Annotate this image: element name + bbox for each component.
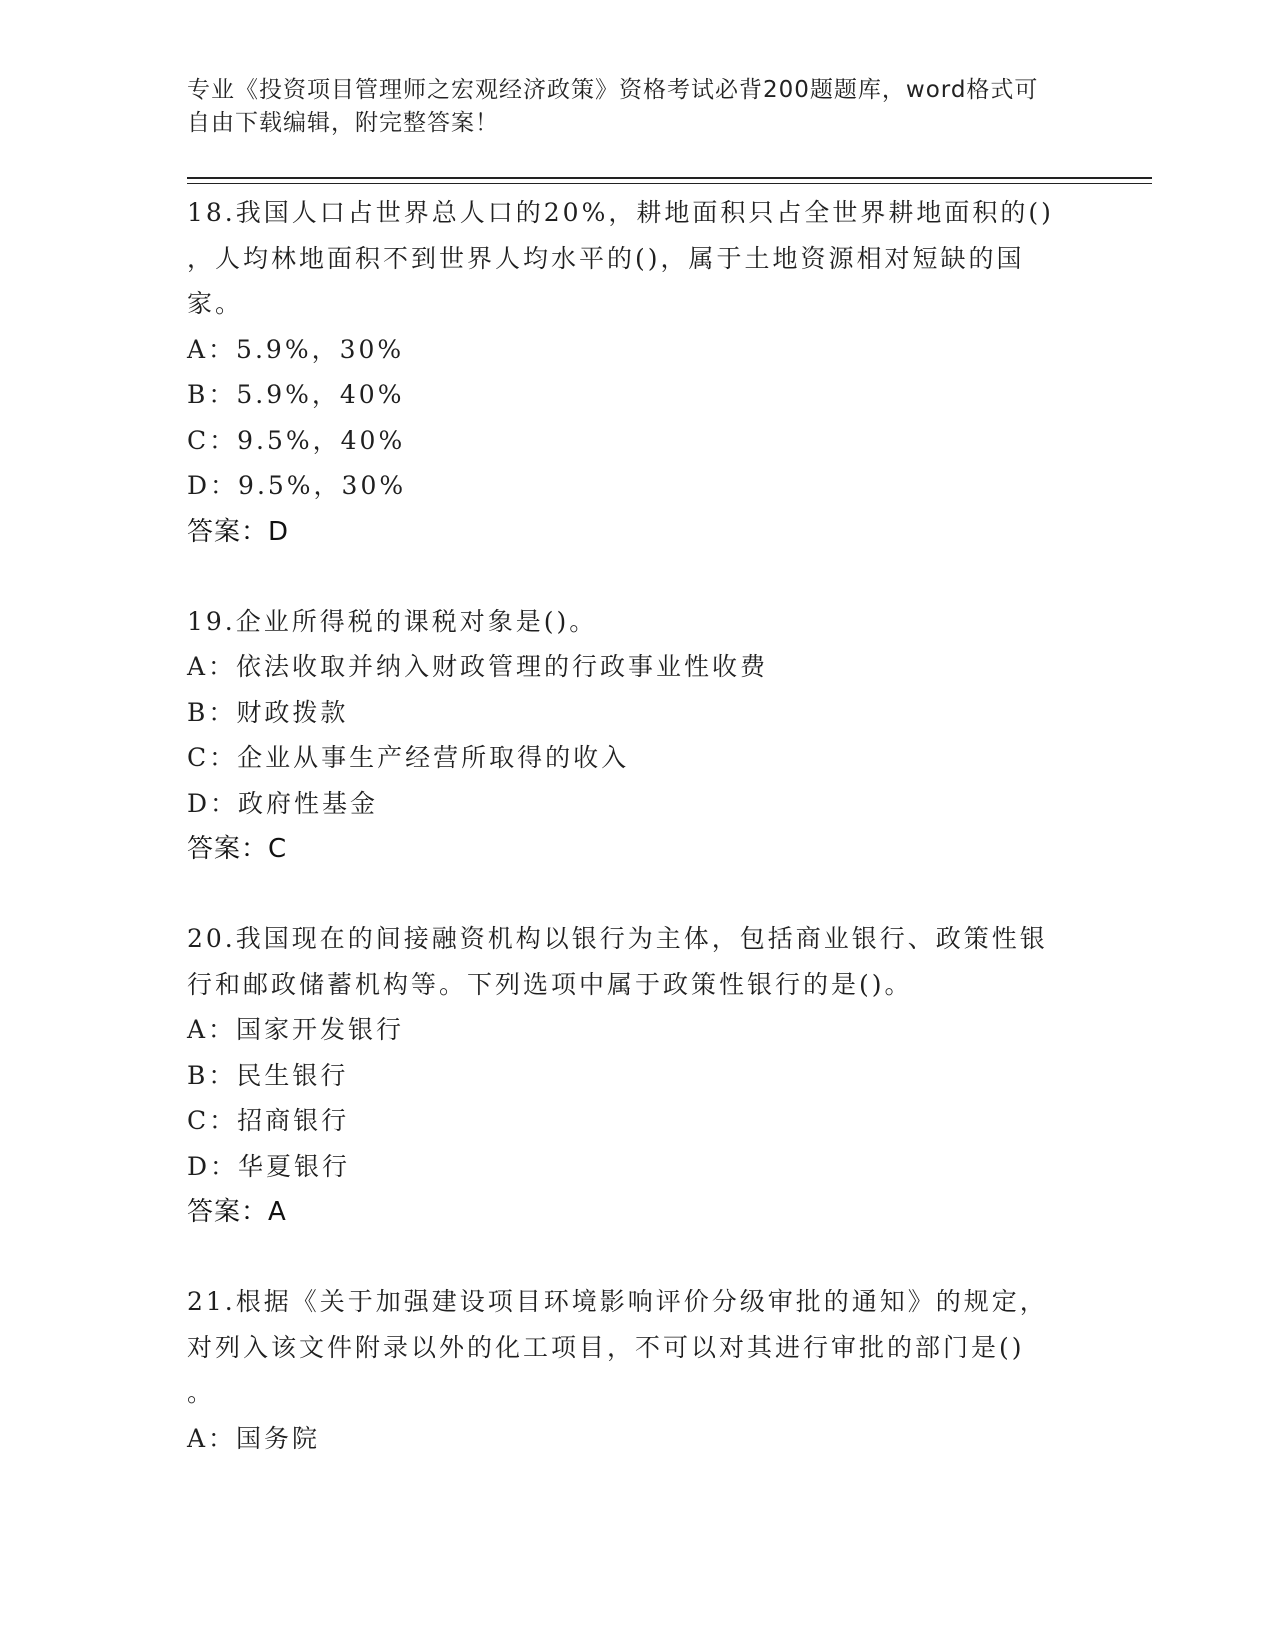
answer-line: 答案：C — [187, 834, 288, 864]
question-20 — [187, 916, 1087, 1235]
answer-line: 答案：A — [187, 1197, 287, 1227]
question-text-line: 21.根据《关于加强建设项目环境影响评价分级审批的通知》的规定， — [187, 1287, 1048, 1316]
question-19 — [187, 599, 1087, 873]
option-b: B：民生银行 — [187, 1060, 349, 1090]
question-text-line: 19.企业所得税的课税对象是()。 — [187, 606, 598, 636]
question-21 — [187, 1279, 1087, 1461]
question-text-line: 家。 — [187, 289, 244, 318]
question-text-line: ，人均林地面积不到世界人均水平的()，属于土地资源相对短缺的国 — [187, 243, 1025, 273]
question-text-line: 18.我国人口占世界总人口的20%，耕地面积只占全世界耕地面积的() — [187, 198, 1054, 227]
option-d: D：9.5%，30% — [187, 471, 407, 500]
option-a: A：依法收取并纳入财政管理的行政事业性收费 — [187, 652, 769, 681]
option-a: A：国家开发银行 — [187, 1015, 405, 1044]
question-18 — [187, 190, 1087, 555]
option-a: A：5.9%，30% — [187, 334, 405, 364]
question-list — [187, 190, 1087, 1505]
option-b: B：财政拨款 — [187, 697, 349, 727]
question-text-line: 行和邮政储蓄机构等。下列选项中属于政策性银行的是()。 — [187, 969, 913, 999]
option-c: C：企业从事生产经营所取得的收入 — [187, 743, 630, 772]
option-b: B：5.9%，40% — [187, 380, 405, 409]
question-text-line: 20.我国现在的间接融资机构以银行为主体，包括商业银行、政策性银 — [187, 924, 1048, 953]
header-line-1: 专业《投资项目管理师之宏观经济政策》资格考试必背200题题库，word格式可 — [187, 77, 1039, 103]
header-rule-thin — [187, 183, 1152, 184]
question-text-line: 。 — [187, 1378, 216, 1407]
option-d: D：政府性基金 — [187, 788, 379, 818]
header-rule-thick — [187, 177, 1152, 179]
option-d: D：华夏银行 — [187, 1151, 351, 1181]
document-header — [187, 74, 1067, 140]
header-line-2: 自由下载编辑，附完整答案！ — [187, 110, 499, 136]
answer-line: 答案：D — [187, 516, 290, 547]
option-a: A：国务院 — [187, 1423, 321, 1453]
option-c: C：9.5%，40% — [187, 425, 406, 455]
question-text-line: 对列入该文件附录以外的化工项目，不可以对其进行审批的部门是() — [187, 1332, 1025, 1362]
option-c: C：招商银行 — [187, 1106, 350, 1135]
